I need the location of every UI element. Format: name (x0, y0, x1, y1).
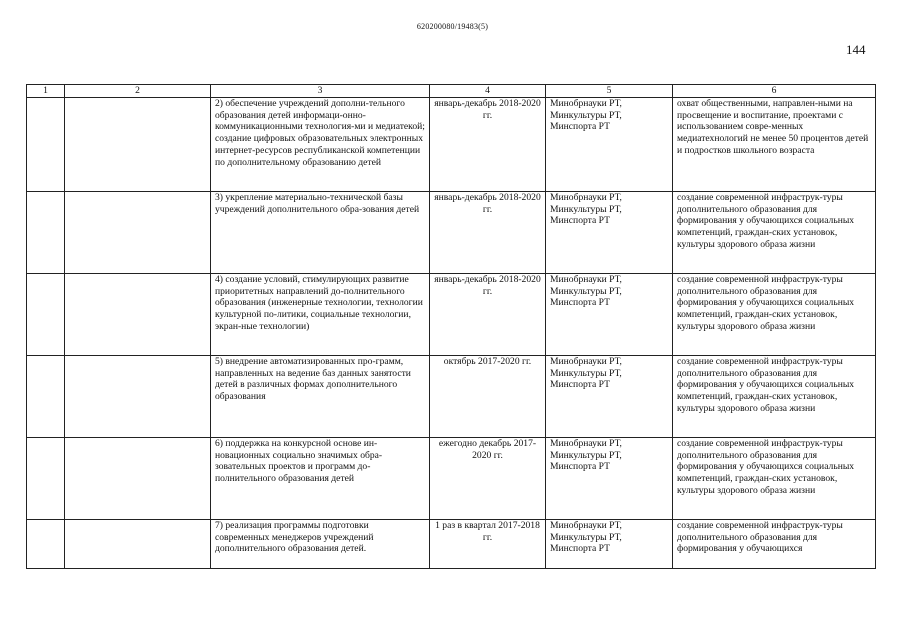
cell-task (65, 356, 211, 438)
cell-measure: 3) укрепление материально-технической базы учреждений дополнительного обра-зования детей (211, 192, 430, 274)
table-row (27, 356, 876, 438)
cell-period: октябрь 2017-2020 гг. (430, 356, 546, 438)
column-number: 5 (546, 85, 673, 98)
cell-period: 1 раз в квартал 2017-2018 гг. (430, 520, 546, 569)
cell-executors (546, 520, 673, 569)
cell-result: охват общественными, направлен-ными на просвещение и воспитание, проектами с использованием совре-менных медиатехнологий не менее 50 процентов детей и подростков школьного возраста (673, 98, 876, 192)
executor: Минкультуры РТ, (550, 449, 622, 461)
column-number-row (27, 85, 876, 98)
table-row (27, 98, 876, 192)
cell-executors (546, 356, 673, 438)
cell-index (27, 274, 65, 356)
column-number: 1 (27, 85, 65, 98)
cell-result: создание современной инфраструк-туры дополнительного образования для формирования у обучающихся (673, 520, 876, 569)
executor: Минкультуры РТ, (550, 367, 622, 379)
cell-executors (546, 192, 673, 274)
executor: Минспорта РТ (550, 543, 610, 555)
cell-period: ежегодно декабрь 2017-2020 гг. (430, 438, 546, 520)
cell-index (27, 520, 65, 569)
executor: Минобрнауки РТ, (550, 274, 622, 285)
cell-task (65, 274, 211, 356)
cell-index (27, 192, 65, 274)
executor: Минобрнауки РТ, (550, 98, 622, 109)
cell-executors (546, 274, 673, 356)
executor: Минспорта РТ (550, 379, 610, 391)
column-number: 3 (211, 85, 430, 98)
cell-result: создание современной инфраструк-туры дополнительного образования для формирования у обучающихся социальных компетенций, граждан-ских установок, культуры здорового образа жизни (673, 274, 876, 356)
cell-measure: 2) обеспечение учреждений дополни-тельного образования детей информаци-онно-коммуникационными технология-ми и медиатекой; создание цифровых образовательных электронных интернет-ресурсов республиканской компетенции по дополнительному образованию детей (211, 98, 430, 192)
cell-task (65, 98, 211, 192)
cell-task (65, 520, 211, 569)
executor: Минспорта РТ (550, 215, 610, 227)
executor: Минкультуры РТ, (550, 285, 622, 297)
cell-period: январь-декабрь 2018-2020 гг. (430, 192, 546, 274)
cell-result: создание современной инфраструк-туры дополнительного образования для формирования у обучающихся социальных компетенций, граждан-ских установок, культуры здорового образа жизни (673, 438, 876, 520)
cell-period: январь-декабрь 2018-2020 гг. (430, 274, 546, 356)
table-row (27, 520, 876, 569)
executor: Минкультуры РТ, (550, 531, 622, 543)
executor: Минобрнауки РТ, (550, 356, 622, 367)
cell-measure: 5) внедрение автоматизированных про-грамм, направленных на ведение баз данных занятости детей в различных формах дополнительного образования (211, 356, 430, 438)
executor: Минобрнауки РТ, (550, 192, 622, 203)
cell-result: создание современной инфраструк-туры дополнительного образования для формирования у обучающихся социальных компетенций, граждан-ских установок, культуры здорового образа жизни (673, 192, 876, 274)
executor: Минобрнауки РТ, (550, 520, 622, 531)
executor: Минкультуры РТ, (550, 109, 622, 121)
cell-measure: 4) создание условий, стимулирующих развитие приоритетных направлений до-полнительного образования (инженерные технологии, технологии культурной по-литики, социальные технологии, экран-ные технологии) (211, 274, 430, 356)
table-row (27, 274, 876, 356)
cell-task (65, 438, 211, 520)
cell-executors (546, 98, 673, 192)
cell-period: январь-декабрь 2018-2020 гг. (430, 98, 546, 192)
table-row (27, 192, 876, 274)
cell-measure: 7) реализация программы подготовки современных менеджеров учреждений дополнительного образования детей. (211, 520, 430, 569)
page-number: 144 (846, 42, 866, 57)
column-number: 6 (673, 85, 876, 98)
measures-table (26, 84, 876, 569)
executor: Минобрнауки РТ, (550, 438, 622, 449)
cell-measure: 6) поддержка на конкурсной основе ин-новационных социально значимых обра-зовательных проектов и программ до-полнительного образования детей (211, 438, 430, 520)
executor: Минспорта РТ (550, 121, 610, 133)
column-number: 4 (430, 85, 546, 98)
cell-result: создание современной инфраструк-туры дополнительного образования для формирования у обучающихся социальных компетенций, граждан-ских установок, культуры здорового образа жизни (673, 356, 876, 438)
column-number: 2 (65, 85, 211, 98)
cell-index (27, 98, 65, 192)
document-id: 620200080/19483(5) (416, 22, 489, 31)
cell-task (65, 192, 211, 274)
cell-index (27, 356, 65, 438)
executor: Минкультуры РТ, (550, 203, 622, 215)
cell-executors (546, 438, 673, 520)
executor: Минспорта РТ (550, 461, 610, 473)
cell-index (27, 438, 65, 520)
executor: Минспорта РТ (550, 297, 610, 309)
table-row (27, 438, 876, 520)
